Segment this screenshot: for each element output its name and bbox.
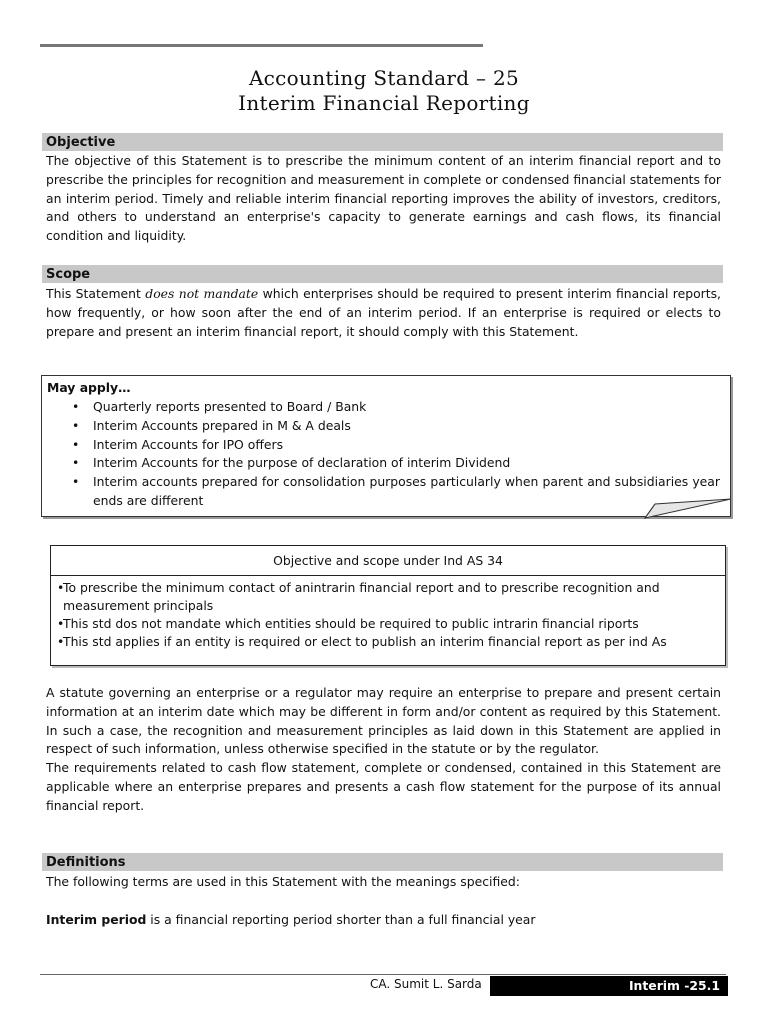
scope-text — [46, 285, 721, 341]
objective-heading: Objective — [42, 133, 723, 151]
scope-emphasis: does not mandate — [145, 286, 259, 301]
may-apply-list — [72, 398, 720, 511]
ind-as-heading: Objective and scope under Ind AS 34 — [51, 546, 725, 576]
body-text — [46, 684, 721, 816]
title-line-2: Interim Financial Reporting — [238, 91, 530, 115]
objective-paragraph: The objective of this Statement is to prescribe the minimum content of an interim financial report and to prescribe the principles for recognition and measurement in complete or condensed financial statements for an interim period. Timely and reliable interim financial reporting improves the ability of investors, creditors, and others to understand an enterprise's capacity to generate earnings and cash flows, its financial condition and liquidity. — [46, 153, 721, 244]
footer-author: CA. Sumit L. Sarda — [370, 977, 482, 991]
definition-interim-period — [46, 911, 721, 930]
list-item: • Interim accounts prepared for consolidation purposes particularly when parent and subsidiaries year ends are different — [72, 473, 720, 511]
objective-text — [46, 152, 721, 246]
may-apply-title: May apply… — [47, 380, 131, 395]
list-item: • This std applies if an entity is required or elect to publish an interim financial report as per ind As — [57, 633, 721, 651]
scope-text-after: which enterprises should be required to present interim financial reports, how frequently, or how soon after the end of an interim period. If an enterprise is required or elects to prepare and present an interim financial report, it should comply with this Statement. — [46, 286, 721, 339]
definitions-intro: The following terms are used in this Statement with the meanings specified: — [46, 874, 520, 889]
scope-heading: Scope — [42, 265, 723, 283]
list-item: • Interim Accounts for IPO offers — [72, 436, 720, 455]
ind-as-box — [50, 545, 726, 666]
definition-term: Interim period — [46, 912, 147, 927]
scope-text-before: This Statement — [46, 286, 146, 301]
list-item: • Interim Accounts prepared in M & A deals — [72, 417, 720, 436]
scope-paragraph — [46, 285, 721, 341]
ind-as-list — [51, 576, 725, 651]
list-item: • Quarterly reports presented to Board / Bank — [72, 398, 720, 417]
top-rule — [40, 44, 483, 47]
footer-rule — [40, 974, 726, 975]
title-line-1: Accounting Standard – 25 — [248, 66, 520, 90]
body-paragraph-2: The requirements related to cash flow statement, complete or condensed, contained in this Statement are applicable where an enterprise prepares and presents a cash flow statement for the purpose of its annual financial report. — [46, 760, 721, 813]
list-item: • Interim Accounts for the purpose of declaration of interim Dividend — [72, 454, 720, 473]
list-item: • To prescribe the minimum contact of anintrarin financial report and to prescribe recognition and measurement principals — [57, 579, 721, 615]
may-apply-note — [41, 375, 731, 517]
definitions-heading: Definitions — [42, 853, 723, 871]
definition-text: is a financial reporting period shorter than a full financial year — [146, 912, 536, 927]
page-title — [0, 66, 768, 116]
page-curl-icon — [643, 498, 735, 522]
body-paragraph-1: A statute governing an enterprise or a regulator may require an enterprise to prepare and present certain information at an interim date which may be different in form and/or content as required by this Statement. In such a case, the recognition and measurement principles as laid down in this Statement are applied in respect of such information, unless otherwise specified in the statute or by the regulator. — [46, 685, 721, 757]
list-item: • This std dos not mandate which entities should be required to public intrarin financial riports — [57, 615, 721, 633]
footer-page-tag: Interim -25.1 — [490, 976, 728, 996]
